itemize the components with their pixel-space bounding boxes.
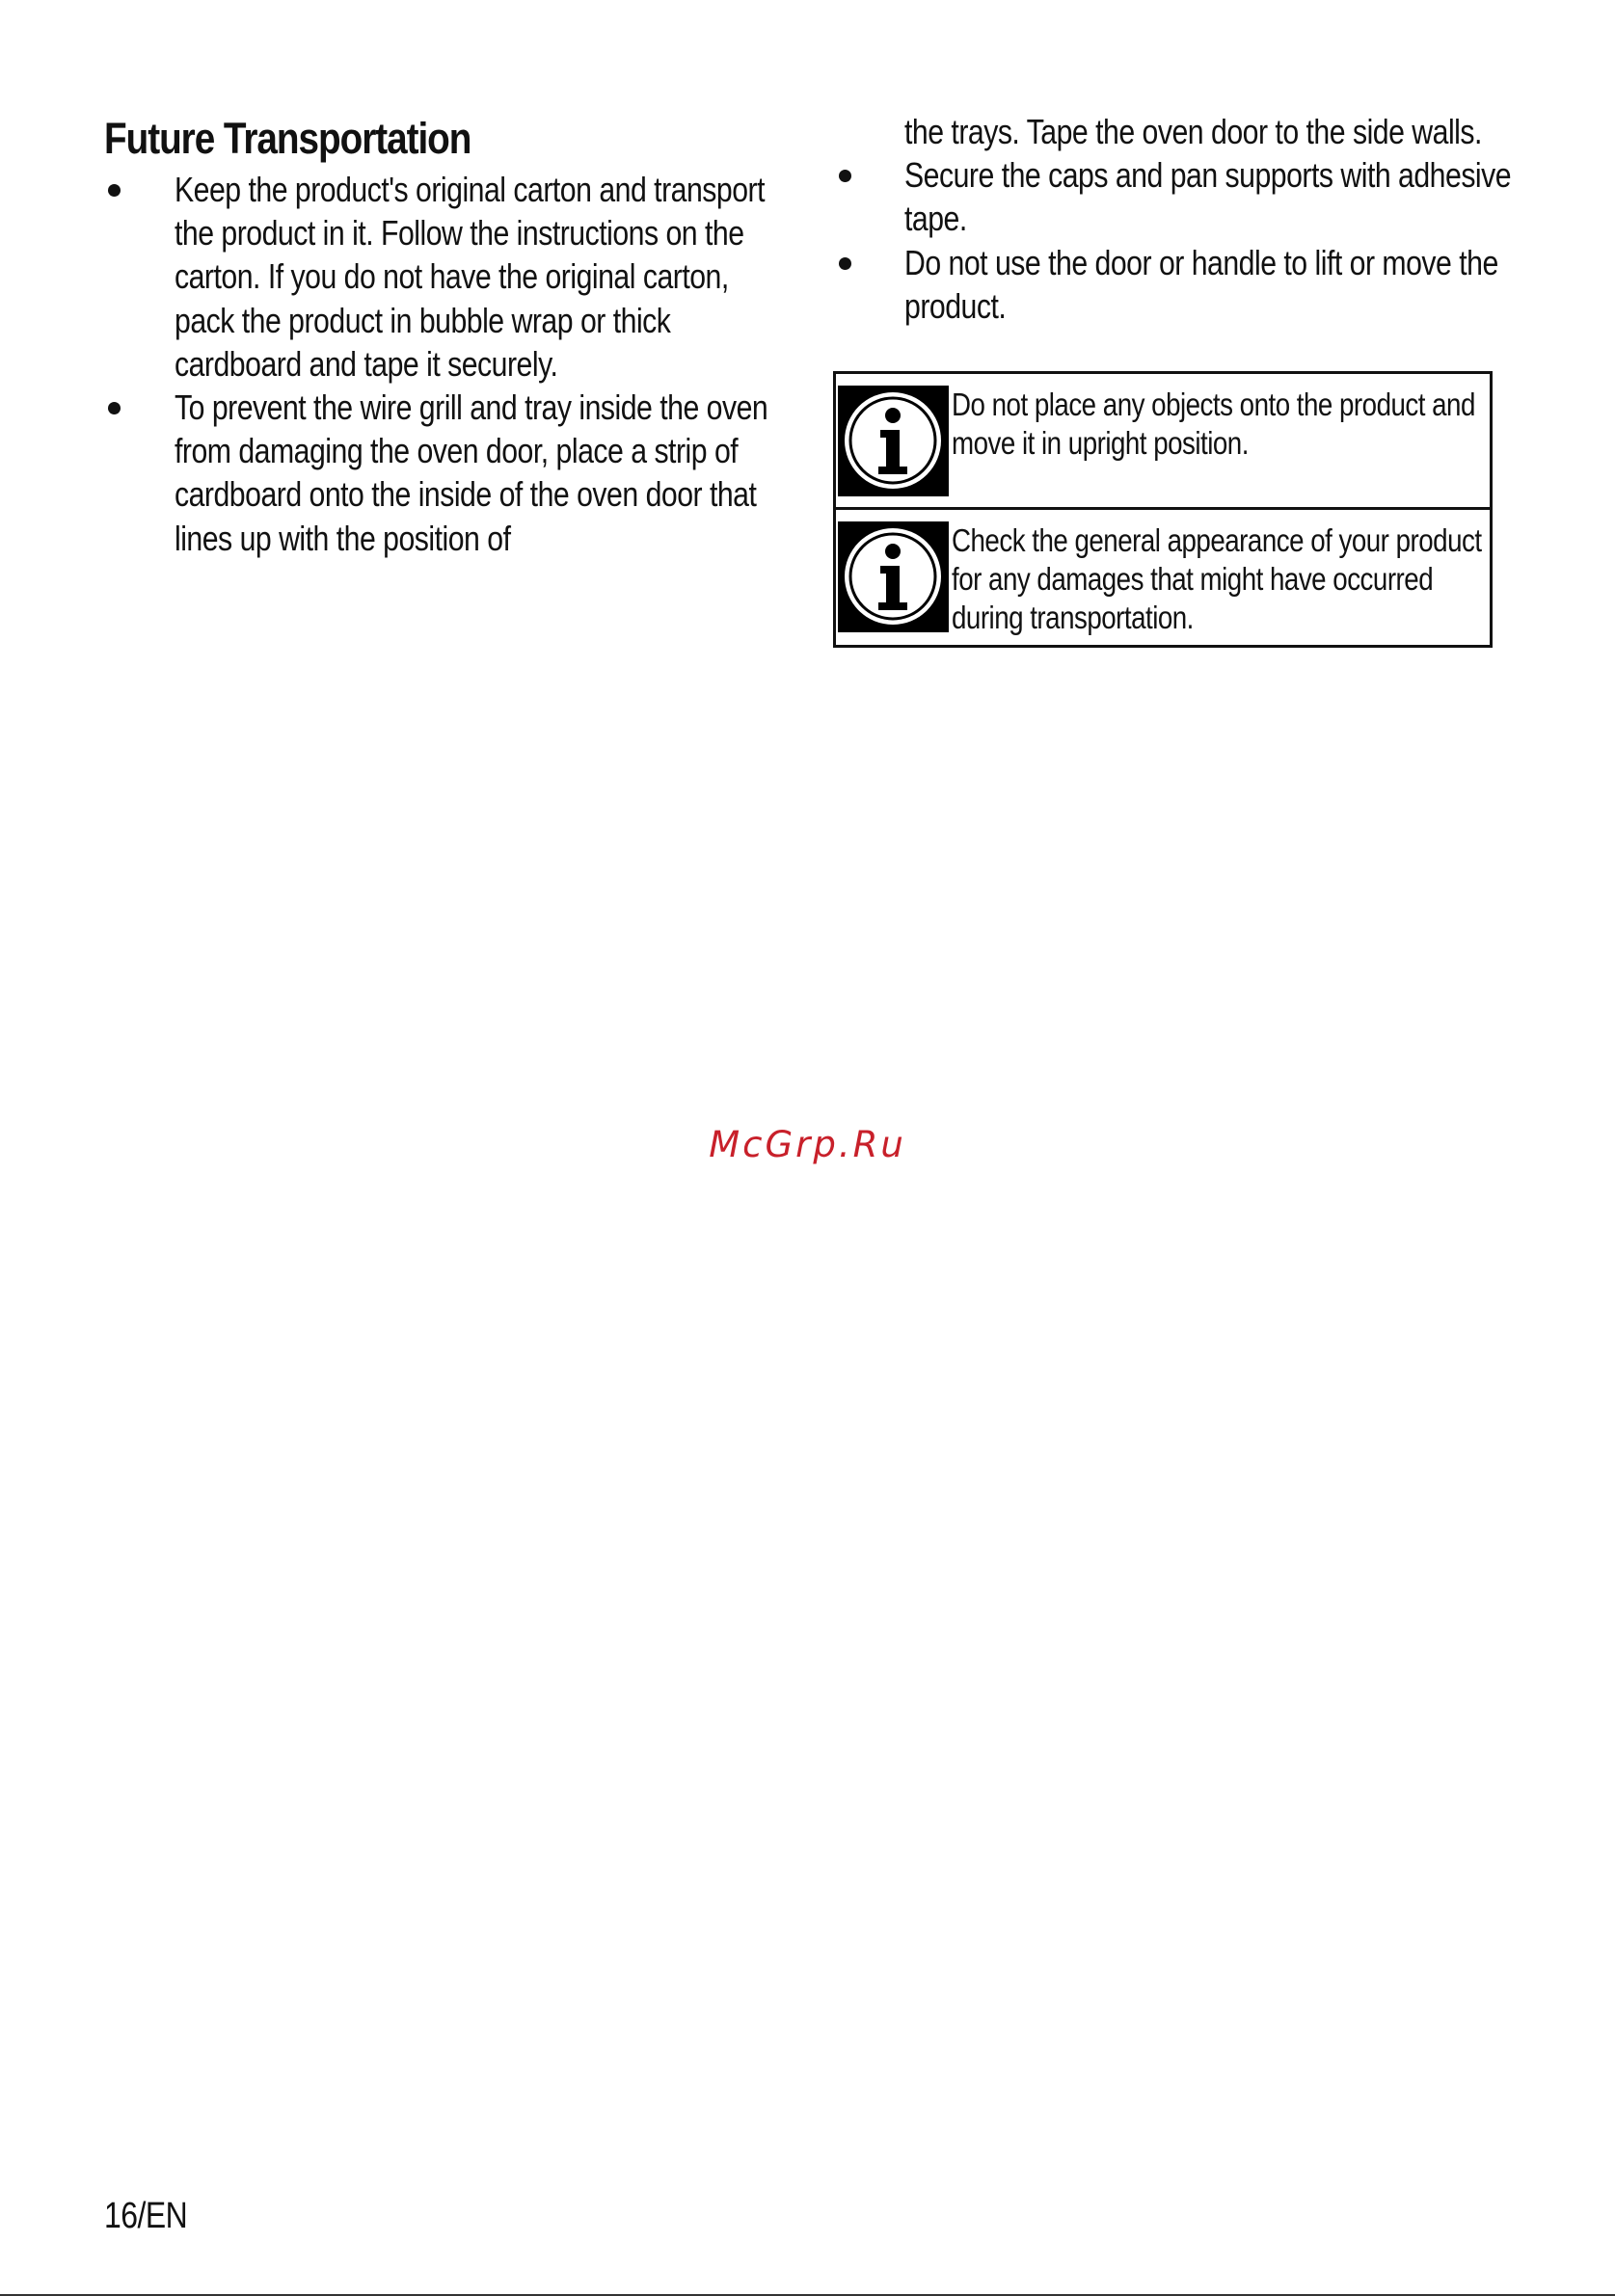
list-item xyxy=(104,386,789,560)
bullet-text: Secure the caps and pan supports with adhesive tape. xyxy=(904,155,1512,239)
info-note xyxy=(836,507,1490,645)
info-note-content: Do not place any objects onto the product and move it in upright position. xyxy=(952,387,1475,461)
info-icon xyxy=(838,521,949,632)
continued-text-content: the trays. Tape the oven door to the side walls. xyxy=(904,112,1482,151)
section-heading: Future Transportation xyxy=(104,114,471,163)
left-column xyxy=(104,112,789,560)
bullet-icon xyxy=(108,402,121,414)
list-item xyxy=(827,153,1521,240)
info-icon xyxy=(838,386,949,496)
right-column xyxy=(827,110,1521,328)
page-number: 16/EN xyxy=(104,2196,188,2236)
list-item xyxy=(104,168,789,386)
info-note-text xyxy=(952,386,1490,463)
info-notes-box xyxy=(833,371,1493,648)
bullet-icon xyxy=(108,184,121,197)
right-bullet-list xyxy=(827,153,1521,328)
continued-text xyxy=(827,110,1521,153)
watermark: McGrp.Ru xyxy=(709,1124,906,1165)
bullet-icon xyxy=(839,170,851,182)
info-note-text xyxy=(952,521,1490,637)
left-bullet-list xyxy=(104,168,789,560)
list-item xyxy=(827,241,1521,328)
bullet-text: To prevent the wire grill and tray inside the oven from damaging the oven door, place a strip of cardboard onto the inside of the oven door that lines up with the position of xyxy=(175,387,768,558)
info-note xyxy=(836,374,1490,507)
bullet-text: Keep the product's original carton and transport the product in it. Follow the instructions on the carton. If you do not have the original carton, pack the product in bubble wrap or thick cardboard and tape it securely. xyxy=(175,170,765,384)
bullet-text: Do not use the door or handle to lift or move the product. xyxy=(904,242,1498,326)
bullet-icon xyxy=(839,257,851,270)
info-note-content: Check the general appearance of your product for any damages that might have occurred during transportation. xyxy=(952,522,1482,635)
